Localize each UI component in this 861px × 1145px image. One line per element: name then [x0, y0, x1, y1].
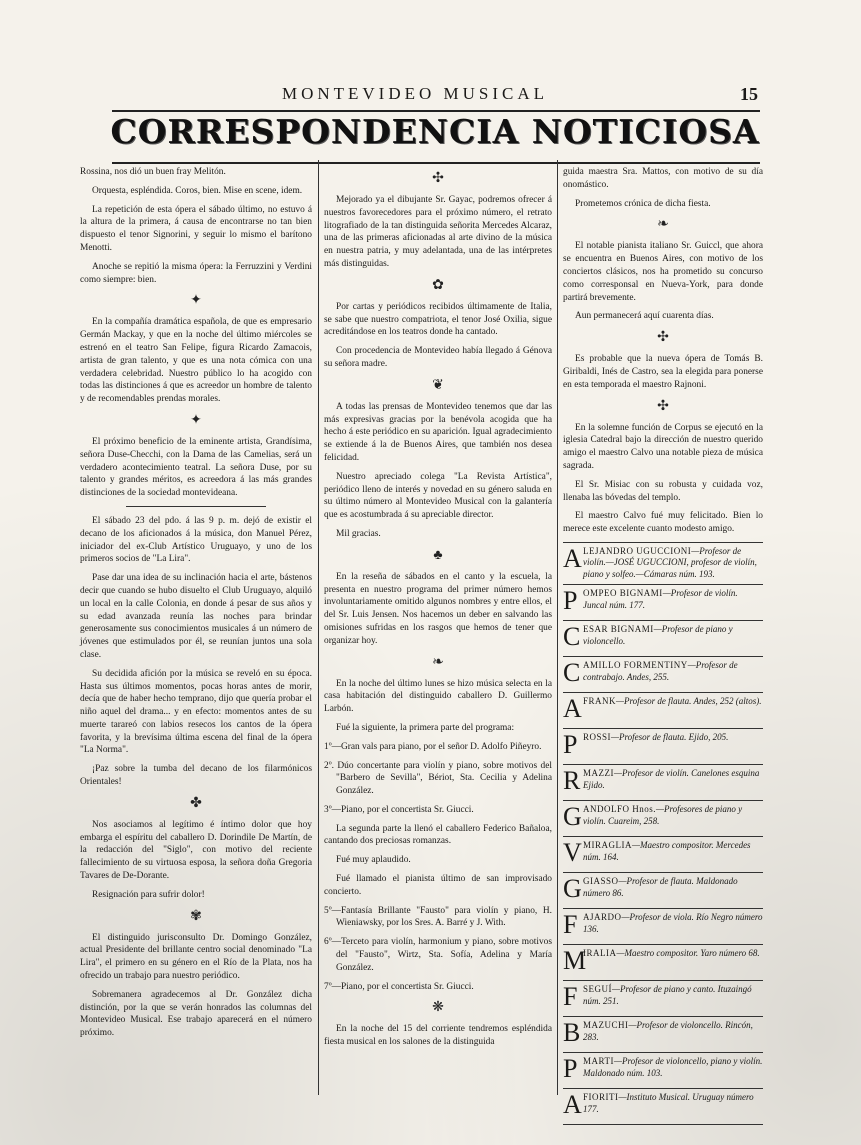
- directory-entry: [563, 909, 763, 945]
- paragraph: Con procedencia de Montevideo había llegado á Génova su señora madre.: [324, 346, 552, 369]
- entry-detail: —Profesor de violoncello. Rincón, 283.: [583, 1020, 753, 1042]
- drop-initial: P: [563, 730, 578, 760]
- drop-initial: R: [563, 766, 581, 796]
- drop-initial: G: [563, 802, 582, 832]
- entry-name: GIASSO: [583, 876, 619, 887]
- drop-initial: A: [563, 1090, 582, 1120]
- entry-name: FRANK: [583, 696, 617, 707]
- entry-detail: —Profesor de violín. Juncal núm. 177.: [583, 588, 738, 610]
- entry-detail: —Profesor de violoncello, piano y violín. Maldonado núm. 103.: [583, 1056, 763, 1078]
- directory-entry: [563, 873, 763, 909]
- page-number: 15: [740, 84, 758, 104]
- entry-name: LEJANDRO UGUCCIONI: [583, 545, 692, 556]
- paragraph: Orquesta, espléndida. Coros, bien. Mise en scene, idem.: [92, 185, 303, 196]
- drop-initial: V: [563, 838, 582, 868]
- program-item: 2º. Dúo concertante para violín y piano, sobre motivos del "Barbero de Sevilla", Bériot, Sta. Cecilia y Adelina González.: [324, 760, 552, 797]
- drop-initial: M: [563, 946, 587, 976]
- entry-detail: —Profesor de flauta. Ejido, 205.: [611, 732, 729, 743]
- directory-entry: [563, 621, 763, 657]
- paragraph: En la compañía dramática española, de que es empresario Germán Mackay, y que en la noche del último miércoles se estrenó en el teatro San Felipe, figura Ricardo Zamacois, artista de gran talento, y que es una nota cómica con una verdadera celebridad. Nuestro público lo ha acogido con todas las distinciones á que es acreedor un hombre de talento y de recomendables prendas morales.: [80, 317, 312, 405]
- paragraph: Sobremanera agradecemos al Dr. González dicha distinción, por la que se verán honrados las columnas del Montevideo Musical. Ese trabajo aparecerá en el número próximo.: [80, 989, 312, 1039]
- entry-detail: —Maestro compositor. Yaro número 68.: [616, 948, 760, 959]
- entry-detail: —Profesor de violín.—JOSÉ UGUCCIONI, profesor de violín, piano y solfeo.—Cámaras núm. 193.: [583, 545, 757, 579]
- paragraph: A todas las prensas de Montevideo tenemos que dar las más expresivas gracias por la benévola acogida que ha hecho á este periódico en su aparición. Igual agradecimiento se extiende á la de Buenos Aires, que también nos desea felicidad.: [324, 401, 552, 463]
- paragraph: Mil gracias.: [336, 528, 381, 539]
- entry-name: MARTI: [583, 1056, 614, 1067]
- entry-name: AMILLO FORMENTINY: [583, 660, 688, 671]
- paragraph: Anoche se repitió la misma ópera: la Ferruzzini y Verdini como siempre: bien.: [80, 261, 312, 285]
- drop-initial: F: [563, 982, 578, 1012]
- ornament-icon: ❋: [432, 1000, 444, 1016]
- entry-name: ESAR BIGNAMI: [583, 624, 654, 635]
- paragraph: El Sr. Misiac con su robusta y cuidada voz, llenaba las bóvedas del templo.: [563, 479, 763, 503]
- ornament-icon: ✦: [190, 412, 202, 428]
- paragraph: El maestro Calvo fué muy felicitado. Bien lo merece este excelente cuanto modesto amigo.: [563, 511, 763, 535]
- paragraph: El sábado 23 del pdo. á las 9 p. m. dejó de existir el decano de los aficionados á la música, don Manuel Pérez, iniciador del ex-Club Artístico Uruguayo, y uno de los primeros socios de "La Lira".: [80, 515, 312, 565]
- column-divider-2: [557, 160, 558, 1095]
- entry-name: SEGUÍ: [583, 984, 612, 995]
- column-middle: [324, 166, 552, 1101]
- entry-detail: —Profesor de piano y canto. Ituzaingó núm. 251.: [583, 984, 752, 1006]
- section-masthead: CORRESPONDENCIA NOTICIOSA: [110, 112, 760, 151]
- column-divider-1: [318, 160, 319, 1095]
- ornament-icon: ❦: [432, 377, 444, 393]
- ornament-icon: ✾: [190, 908, 202, 924]
- paragraph: En la noche del último lunes se hizo música selecta en la casa habitación del distinguido caballero D. Guillermo Larbón.: [324, 678, 552, 715]
- paragraph: guida maestra Sra. Mattos, con motivo de su día onomástico.: [563, 167, 763, 190]
- ornament-icon: ✿: [432, 277, 444, 293]
- directory-entry: [563, 837, 763, 873]
- directory-entry: [563, 1089, 763, 1125]
- ornament-icon: ✣: [657, 398, 669, 414]
- paragraph: Es probable que la nueva ópera de Tomás B. Giribaldi, Inés de Castro, sea la elegida para ponerse en esta temporada el maestro Rajnoni.: [563, 354, 763, 390]
- ornament-icon: ✣: [432, 171, 444, 186]
- entry-name: MAZZI: [583, 768, 614, 779]
- entry-name: FIORITI: [583, 1092, 619, 1103]
- paragraph: Fué llamado el pianista último de san improvisado concierto.: [324, 874, 552, 897]
- paragraph: Por cartas y periódicos recibidos últimamente de Italia, se sabe que nuestro compatriota, el tenor José Oxilia, sigue acreditándose en los teatros donde ha cantado.: [324, 301, 552, 338]
- directory-entry: [563, 657, 763, 693]
- paragraph: Fué la siguiente, la primera parte del programa:: [336, 722, 515, 733]
- ornament-icon: ✤: [190, 795, 202, 811]
- entry-detail: —Profesor de flauta. Andes, 252 (altos).: [616, 696, 762, 707]
- entry-name: MIRAGLIA: [583, 840, 632, 851]
- directory-entry: [563, 945, 763, 981]
- entry-detail: —Profesor de violín. Canelones esquina Ejido.: [583, 768, 760, 790]
- directory-entry: [563, 1053, 763, 1089]
- entry-detail: —Profesor de piano y violoncello.: [583, 624, 733, 646]
- drop-initial: C: [563, 622, 581, 652]
- entry-name: ANDOLFO Hnos.: [583, 804, 657, 815]
- entry-detail: —Maestro compositor. Mercedes núm. 164.: [583, 840, 751, 862]
- ornament-icon: ❧: [432, 654, 444, 670]
- program-item: 7º—Piano, por el concertista Sr. Giucci.: [324, 981, 474, 992]
- ornament-icon: ✣: [657, 330, 669, 346]
- program-item: 1º—Gran vals para piano, por el señor D. Adolfo Piñeyro.: [324, 741, 542, 752]
- entry-name: ROSSI: [583, 732, 612, 743]
- entry-name: MAZUCHI: [583, 1020, 629, 1031]
- paragraph: En la reseña de sábados en el canto y la escuela, la presenta en nuestro programa del primer número hemos involuntariamente omitido algunos nombres y entre ellos, el del Sr. Luis Jensen. Nos hacemos un deber en salvando las omisiones sufridas en los rasgos que hemos de tener que organizar hoy.: [324, 571, 552, 646]
- drop-initial: F: [563, 910, 578, 940]
- paragraph: El distinguido jurisconsulto Dr. Domingo González, actual Presidente del brillante centro social denominado "La Lira", el primero en su género en el Río de la Plata, nos ha ofrecido un trabajo para nuestro periódico.: [80, 932, 312, 982]
- directory-entry: [563, 981, 763, 1017]
- running-head: MONTEVIDEO MUSICAL: [281, 84, 549, 103]
- paragraph: Su decidida afición por la música se reveló en su época. Hasta sus últimos momentos, pocas horas antes de morir, decía que de haber hecho temprano, dijo que quería probar el niño aquel del drama... y en efecto: momentos antes de su muerte tarareó con labios resecos los cantos de la ópera favorita, y la brevísima última escena del final de la ópera "La Norma".: [80, 668, 312, 756]
- ornament-icon: ❧: [657, 217, 669, 233]
- paragraph: La repetición de esta ópera el sábado último, no estuvo á la altura de la primera, á causa de encontrarse no tan bien dispuesto el tenor Signorini, y seguir lo mismo el barítono Menotti.: [80, 204, 312, 253]
- entry-detail: —Profesor de contrabajo. Andes, 255.: [583, 660, 738, 682]
- paragraph: El próximo beneficio de la eminente artista, Grandísima, señora Duse-Checchi, con la Dama de las Camelias, será un verdadero acontecimiento teatral. La señora Duse, por su talento y grandes méritos, es acreedora á las más grandes distinciones de la sociedad montevideana.: [80, 436, 312, 499]
- paragraph: En la solemne función de Corpus se ejecutó en la iglesia Catedral bajo la dirección de nuestro querido amigo el maestro Calvo una notable pieza de música sagrada.: [563, 422, 763, 471]
- directory-entry: [563, 729, 763, 765]
- column-left: [80, 166, 312, 1101]
- entry-name: AJARDO: [583, 912, 622, 923]
- directory-entry: [563, 543, 763, 586]
- drop-initial: C: [563, 658, 581, 688]
- drop-initial: P: [563, 586, 578, 616]
- paragraph: Nos asociamos al legítimo é íntimo dolor que hoy embarga el espíritu del caballero D. Dorindile De Martín, de la redacción del "Siglo", con motivo del reciente fallecimiento de su virtuosa esposa, la señora doña Gregoria Tavares de De-Dorante.: [80, 819, 312, 882]
- paragraph: Rossina, nos dió un buen fray Melitón.: [80, 167, 226, 177]
- entry-detail: —Profesor de viola. Río Negro número 136.: [583, 912, 763, 934]
- directory-entry: [563, 765, 763, 801]
- paragraph: Aun permanecerá aquí cuarenta días.: [575, 311, 714, 322]
- paragraph: Prometemos crónica de dicha fiesta.: [575, 198, 711, 209]
- drop-initial: A: [563, 543, 582, 573]
- paragraph: En la noche del 15 del corriente tendremos espléndida fiesta musical en los salones de la distinguida: [324, 1024, 552, 1048]
- entry-name: OMPEO BIGNAMI: [583, 588, 663, 599]
- ornament-icon: ✦: [190, 293, 202, 309]
- program-item: 3º—Piano, por el concertista Sr. Giucci.: [324, 804, 474, 815]
- paragraph: Nuestro apreciado colega "La Revista Artística", periódico lleno de interés y novedad en su género saluda en su último número al Montevideo Musical con la galantería que es acostumbrada á su apreciable director.: [324, 471, 552, 521]
- paragraph: Mejorado ya el dibujante Sr. Gayac, podremos ofrecer á nuestros favorecedores para el próximo número, el retrato litografiado de la tan distinguida señorita Mercedes Alcaraz, una de las primeras aficionadas al arte divino de la música en nuestra patria, y muy adelantada, una de las intérpretes más distinguidas.: [324, 195, 552, 269]
- section-rule: [126, 506, 265, 507]
- entry-detail: —Profesores de piano y violín. Cuareim, 258.: [583, 804, 743, 826]
- paragraph: La segunda parte la llenó el caballero Federico Bañaloa, cantando dos preciosas romanzas.: [324, 823, 552, 847]
- drop-initial: B: [563, 1018, 581, 1048]
- program-item: 6º—Terceto para violín, harmonium y piano, sobre motivos del "Fausto", Wirtz, Sta. Sofía, Adelina y María González.: [324, 937, 552, 973]
- paragraph: Pase dar una idea de su inclinación hacia el arte, bástenos decir que cuando se hubo disuelto el Club Uruguayo, alquiló un local en la calle Colonia, en donde á pesar de sus años y su edad avanzada reunía las noches para brindar generosamente sus conocimientos musicales á un número de jóvenes que estimulados por él, se reunían juntos una sola clase.: [80, 573, 312, 660]
- directory-entry: [563, 801, 763, 837]
- drop-initial: G: [563, 874, 582, 904]
- directory-entry: [563, 693, 763, 729]
- column-right: [563, 166, 763, 1120]
- paragraph: Resignación para sufrir dolor!: [92, 889, 205, 900]
- paragraph: Fué muy aplaudido.: [336, 855, 411, 866]
- entry-name: IRALIA: [583, 948, 617, 959]
- program-item: 5º—Fantasía Brillante "Fausto" para violín y piano, H. Wieniawsky, por los Sres. A. Barré y J. With.: [324, 905, 552, 929]
- entry-detail: —Profesor de flauta. Maldonado número 86.: [583, 876, 738, 898]
- directory-entry: [563, 1017, 763, 1053]
- drop-initial: P: [563, 1054, 578, 1084]
- paragraph: El notable pianista italiano Sr. Guiccl, que ahora se encuentra en Buenos Aires, con motivo de los conciertos clásicos, nos ha prometido su concurso como corresponsal en Nueva-York, para donde partirá brevemente.: [563, 241, 763, 303]
- professional-directory: [563, 543, 763, 1126]
- ornament-icon: ♣: [433, 547, 443, 563]
- directory-entry: [563, 585, 763, 621]
- paragraph: ¡Paz sobre la tumba del decano de los filarmónicos Orientales!: [80, 764, 312, 788]
- masthead-rule: [112, 162, 760, 164]
- drop-initial: A: [563, 694, 582, 724]
- entry-detail: —Instituto Musical. Uruguay número 177.: [583, 1092, 754, 1114]
